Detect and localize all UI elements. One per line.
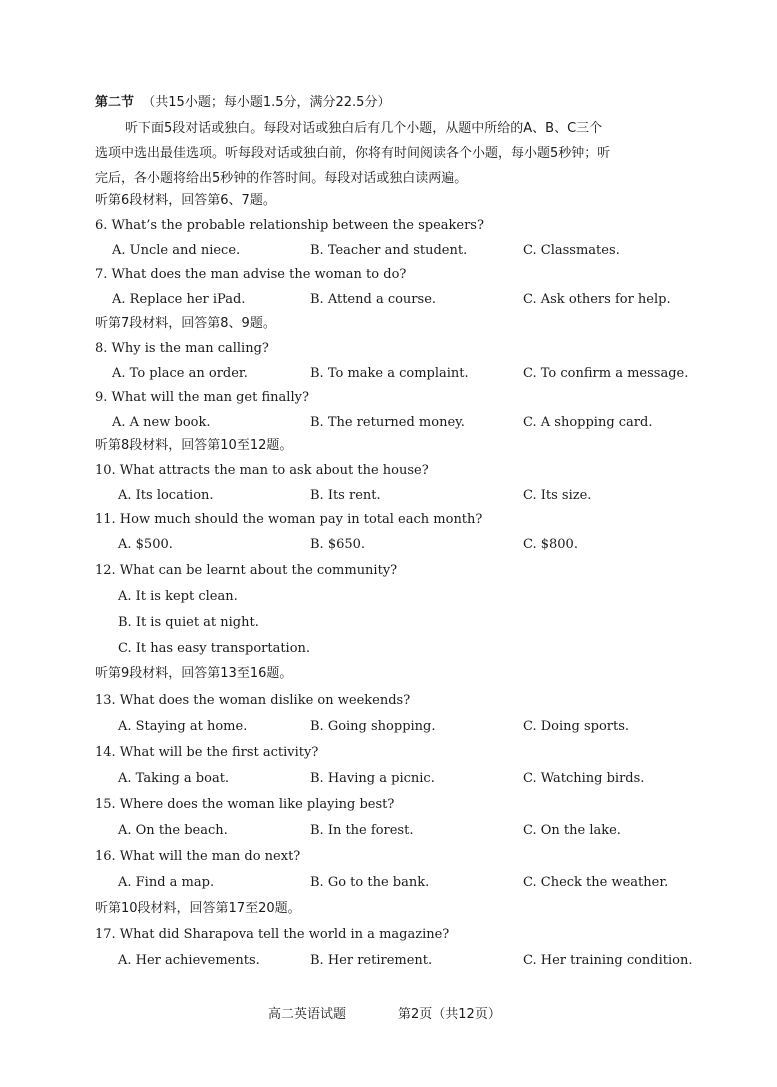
option-b: B. $650. xyxy=(310,537,366,552)
option-a: A. Staying at home. xyxy=(118,719,248,734)
option-b: B. Her retirement. xyxy=(310,953,433,968)
option-b: B. To make a complaint. xyxy=(310,366,469,381)
question: 10. What attracts the man to ask about the house? xyxy=(95,463,429,478)
option-b: B. In the forest. xyxy=(310,823,414,838)
option-c: C. To confirm a message. xyxy=(523,366,689,381)
option-c: C. On the lake. xyxy=(523,823,621,838)
option-c: C. Ask others for help. xyxy=(523,292,671,307)
instruction-line-1: 听下面5段对话或独白。每段对话或独白后有几个小题，从题中所给的A、B、C三个 xyxy=(125,121,603,136)
option-c: C. Its size. xyxy=(523,488,592,503)
option-a: A. Replace her iPad. xyxy=(112,292,246,307)
option-a: A. Its location. xyxy=(118,488,214,503)
question: 8. Why is the man calling? xyxy=(95,341,269,356)
question: 6. What’s the probable relationship between the speakers? xyxy=(95,218,484,233)
footer-title: 高二英语试题 xyxy=(268,1007,347,1022)
question: 11. How much should the woman pay in total each month? xyxy=(95,512,483,527)
option-b: B. Going shopping. xyxy=(310,719,436,734)
material-heading: 听第7段材料，回答第8、9题。 xyxy=(95,316,276,331)
material-heading: 听第9段材料，回答第13至16题。 xyxy=(95,666,293,681)
instruction-line-2: 选项中选出最佳选项。听每段对话或独白前，你将有时间阅读各个小题，每小题5秒钟；听 xyxy=(95,146,611,161)
option-b: B. Teacher and student. xyxy=(310,243,468,258)
material-heading: 听第6段材料，回答第6、7题。 xyxy=(95,193,276,208)
question: 16. What will the man do next? xyxy=(95,849,301,864)
option-c: C. A shopping card. xyxy=(523,415,653,430)
question: 15. Where does the woman like playing best? xyxy=(95,797,395,812)
option-a: A. To place an order. xyxy=(112,366,248,381)
option-c: C. Classmates. xyxy=(523,243,620,258)
option-c: C. Watching birds. xyxy=(523,771,645,786)
option-b: B. Attend a course. xyxy=(310,292,437,307)
option-c: C. Doing sports. xyxy=(523,719,630,734)
question: 9. What will the man get finally? xyxy=(95,390,309,405)
option-b: B. The returned money. xyxy=(310,415,465,430)
option-b: B. Its rent. xyxy=(310,488,381,503)
option-c: C. Her training condition. xyxy=(523,953,693,968)
section-header xyxy=(95,94,390,112)
option-b: B. Having a picnic. xyxy=(310,771,435,786)
option-b: B. It is quiet at night. xyxy=(118,615,259,630)
option-a: A. Her achievements. xyxy=(118,953,260,968)
option-a: A. A new book. xyxy=(112,415,211,430)
question: 14. What will be the first activity? xyxy=(95,745,319,760)
question: 7. What does the man advise the woman to do? xyxy=(95,267,407,282)
question: 13. What does the woman dislike on weekends? xyxy=(95,693,411,708)
option-c: C. $800. xyxy=(523,537,578,552)
material-heading: 听第10段材料，回答第17至20题。 xyxy=(95,901,301,916)
section-note: （共15小题；每小题1.5分，满分22.5分） xyxy=(142,95,391,110)
option-a: A. It is kept clean. xyxy=(118,589,238,604)
option-c: C. It has easy transportation. xyxy=(118,641,311,656)
question: 17. What did Sharapova tell the world in a magazine? xyxy=(95,927,450,942)
option-b: B. Go to the bank. xyxy=(310,875,430,890)
material-heading: 听第8段材料，回答第10至12题。 xyxy=(95,438,293,453)
option-a: A. Taking a boat. xyxy=(118,771,230,786)
option-a: A. Uncle and niece. xyxy=(112,243,241,258)
instruction-line-3: 完后，各小题将给出5秒钟的作答时间。每段对话或独白读两遍。 xyxy=(95,171,468,186)
question: 12. What can be learnt about the community? xyxy=(95,563,398,578)
option-a: A. $500. xyxy=(118,537,173,552)
option-a: A. On the beach. xyxy=(118,823,228,838)
section-title: 第二节 xyxy=(95,95,135,110)
option-c: C. Check the weather. xyxy=(523,875,669,890)
footer-page-number: 第2页（共12页） xyxy=(398,1007,501,1022)
option-a: A. Find a map. xyxy=(118,875,215,890)
